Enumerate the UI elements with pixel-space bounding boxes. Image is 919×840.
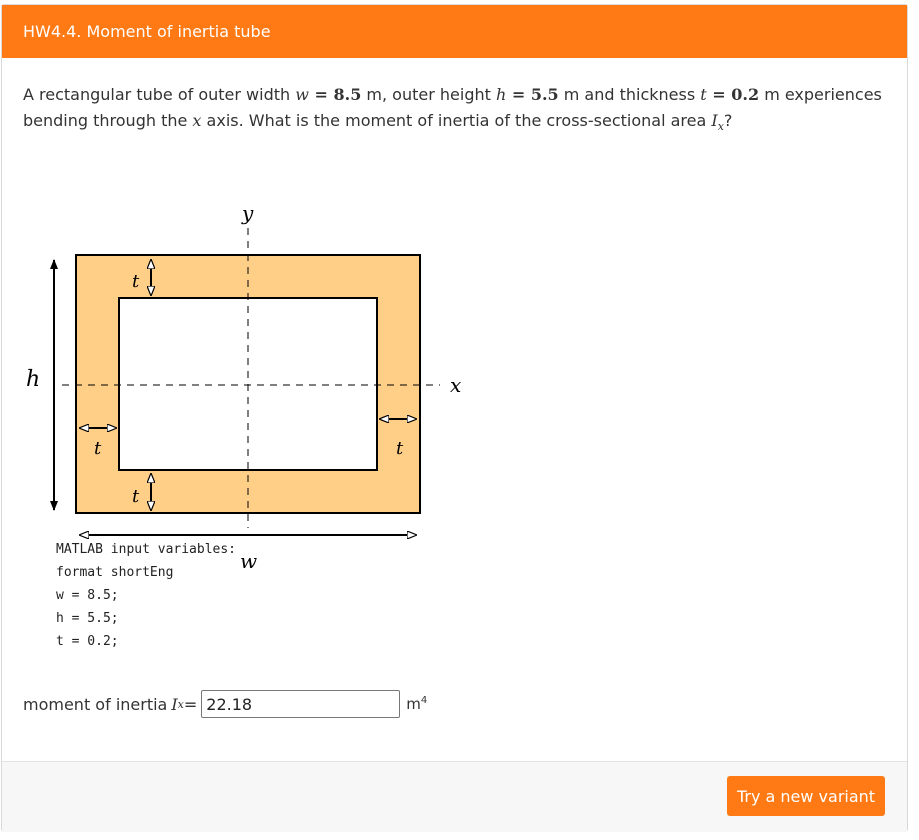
moment-of-inertia-input[interactable] [201,690,400,718]
var-x: x [192,111,202,130]
var-h: h [495,85,507,104]
value-w: 8.5 [333,85,362,104]
thickness-label-bottom: t [132,486,140,507]
question-text-part: m and thickness [558,85,701,104]
var-t: t [700,85,707,104]
matlab-code-block [56,538,236,653]
answer-equals: = [183,694,198,714]
question-text-part: m experiences bending through the [23,85,882,130]
try-new-variant-button[interactable]: Try a new variant [727,776,885,816]
question-text-part: axis. What is the moment of inertia of the cross-sectional area [201,111,712,130]
question-mark: ? [723,111,733,130]
answer-unit-exponent: 4 [420,695,428,706]
question-text-part: m, outer height [361,85,496,104]
height-label: h [26,367,41,392]
equals-sign: = [706,85,732,104]
width-label: w [240,549,258,573]
card-footer [2,761,907,832]
value-h: 5.5 [530,85,559,104]
code-line: format shortEng [56,565,174,580]
thickness-label-left: t [94,438,102,459]
var-w: w [295,85,309,104]
answer-label: moment of inertia [23,694,168,714]
var-I-subscript: x [717,120,724,134]
question-title: HW4.4. Moment of inertia tube [23,22,271,41]
equals-sign: = [506,85,531,104]
answer-unit-base: m [406,695,421,713]
question-card [1,4,908,832]
answer-var-I-subscript: x [177,697,184,711]
question-text [23,82,883,140]
code-line: t = 0.2; [56,634,119,649]
question-text-part: A rectangular tube of outer width [23,85,296,104]
y-axis-label: y [242,201,254,225]
code-line: w = 8.5; [56,588,119,603]
card-header [2,5,907,58]
x-axis-label: x [450,373,462,397]
equals-sign: = [308,85,334,104]
card-body [2,58,907,761]
thickness-label-top: t [132,271,140,292]
answer-var-I: I [171,694,178,714]
answer-row [23,688,427,720]
answer-unit [406,695,427,713]
thickness-label-right: t [396,438,404,459]
value-t: 0.2 [731,85,760,104]
code-line: h = 5.5; [56,611,119,626]
var-I: I [711,111,718,130]
code-line: MATLAB input variables: [56,542,237,557]
